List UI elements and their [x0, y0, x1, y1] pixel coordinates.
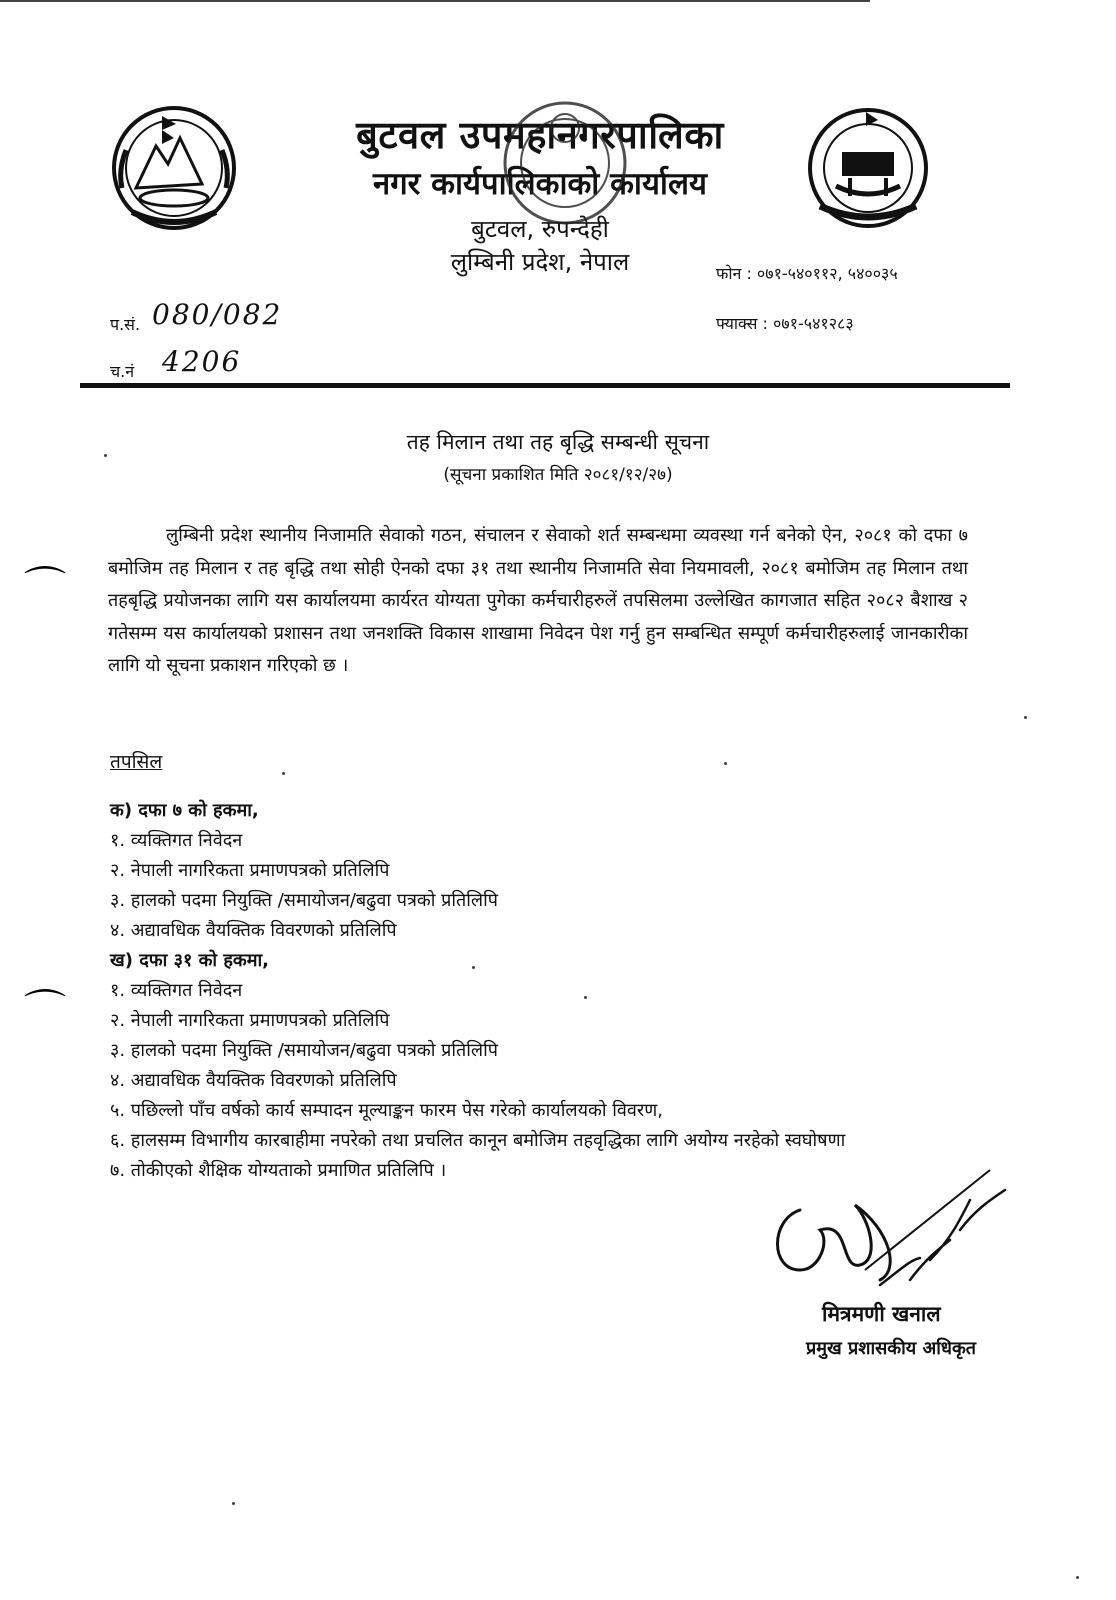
office-name: नगर कार्यपालिकाको कार्यालय	[373, 166, 707, 202]
notice-date: (सूचना प्रकाशित मिति २०८१/१२/२७)	[443, 465, 673, 485]
scan-speck	[232, 1502, 235, 1505]
butwal-municipality-logo	[806, 106, 930, 230]
scan-speck	[104, 454, 107, 457]
list-item: ५. पछिल्लो पाँच वर्षको कार्य सम्पादन मूल्याङ्कन फारम पेस गरेको कार्यालयको विवरण,	[110, 1100, 663, 1121]
chalani-number-label: च.नं	[110, 362, 135, 381]
signatory-designation: प्रमुख प्रशासकीय अधिकृत	[806, 1338, 977, 1359]
notice-body: लुम्बिनी प्रदेश स्थानीय निजामति सेवाको गठन, संचालन र सेवाको शर्त सम्बन्धमा व्यवस्था गर्न बनेको ऐन, २०८१ को दफा ७ बमोजिम तह मिलान र तह बृद्धि तथा सोही ऐनको दफा ३१ तथा स्थानीय निजामति सेवा नियमावली, २०८१ बमोजिम तह मिलान तथा तहबृद्धि प्रयोजनका लागि यस कार्यालयमा कार्यरत योग्यता पुगेका कर्मचारीहरुलें तपसिलमा उल्लेखित कागजात सहित २०८२ बैशाख २ गतेसम्म यस कार्यालयको प्रशासन तथा जनशक्ति विकास शाखामा निवेदन पेश गर्नु हुन सम्बन्धित सम्पूर्ण कर्मचारीहरुलाई जानकारीका लागि यो सूचना प्रकाशन गरिएको छ ।	[108, 525, 968, 676]
signatory-name: मित्रमणी खनाल	[822, 1302, 941, 1326]
list-item: ४. अद्यावधिक वैयक्तिक विवरणको प्रतिलिपि	[110, 920, 397, 941]
chalani-number-value: 4206	[162, 345, 242, 378]
nepal-coat-of-arms-emblem	[106, 100, 242, 236]
list-item: ४. अद्यावधिक वैयक्तिक विवरणको प्रतिलिपि	[110, 1070, 397, 1091]
scan-speck	[1024, 716, 1027, 719]
header-divider	[80, 383, 1010, 388]
list-item: १. व्यक्तिगत निवेदन	[110, 830, 243, 851]
list-item: ३. हालको पदमा नियुक्ति /समायोजन/बढुवा पत्रको प्रतिलिपि	[110, 890, 499, 911]
schedule-heading: तपसिल	[110, 751, 163, 773]
list-item: १. व्यक्तिगत निवेदन	[110, 980, 243, 1001]
scan-speck	[584, 996, 587, 999]
scan-speck	[1076, 1576, 1079, 1579]
section-a-heading: क) दफा ७ को हकमा,	[110, 800, 259, 821]
scan-speck	[282, 772, 285, 775]
patra-sankhya-label: प.सं.	[110, 315, 141, 334]
office-city: बुटवल, रुपन्देही	[471, 215, 609, 243]
handwritten-signature	[760, 1160, 1020, 1310]
list-item: ३. हालको पदमा नियुक्ति /समायोजन/बढुवा पत्रको प्रतिलिपि	[110, 1040, 499, 1061]
list-item: ७. तोकीएको शैक्षिक योग्यताको प्रमाणित प्रतिलिपि ।	[110, 1160, 447, 1181]
phone-numbers: फोन : ०७१-५४०११२, ५४००३५	[716, 264, 898, 283]
section-b-heading: ख) दफा ३१ को हकमा,	[110, 950, 269, 971]
scan-top-edge	[0, 0, 870, 2]
list-item: ६. हालसम्म विभागीय कारबाहीमा नपरेको तथा प्रचलित कानून बमोजिम तहवृद्धिका लागि अयोग्य नरहेको स्वघोषणा	[110, 1130, 846, 1151]
requirements-list	[110, 796, 990, 1186]
office-province: लुम्बिनी प्रदेश, नेपाल	[450, 248, 630, 276]
notice-title: तह मिलान तथा तह बृद्धि सम्बन्धी सूचना	[406, 430, 710, 454]
fax-number: फ्याक्स : ०७१-५४१२८३	[716, 314, 854, 333]
scan-speck	[472, 966, 475, 969]
patra-sankhya-value: 080/082	[152, 298, 283, 331]
punch-hole-mark: ⌒	[24, 563, 67, 612]
list-item: २. नेपाली नागरिकता प्रमाणपत्रको प्रतिलिपि	[110, 860, 390, 881]
organization-name: बुटवल उपमहानगरपालिका	[356, 113, 724, 157]
punch-hole-mark: ⌒	[24, 986, 67, 1035]
scan-speck	[724, 762, 727, 765]
office-seal-stamp	[500, 98, 630, 228]
list-item: २. नेपाली नागरिकता प्रमाणपत्रको प्रतिलिपि	[110, 1010, 390, 1031]
